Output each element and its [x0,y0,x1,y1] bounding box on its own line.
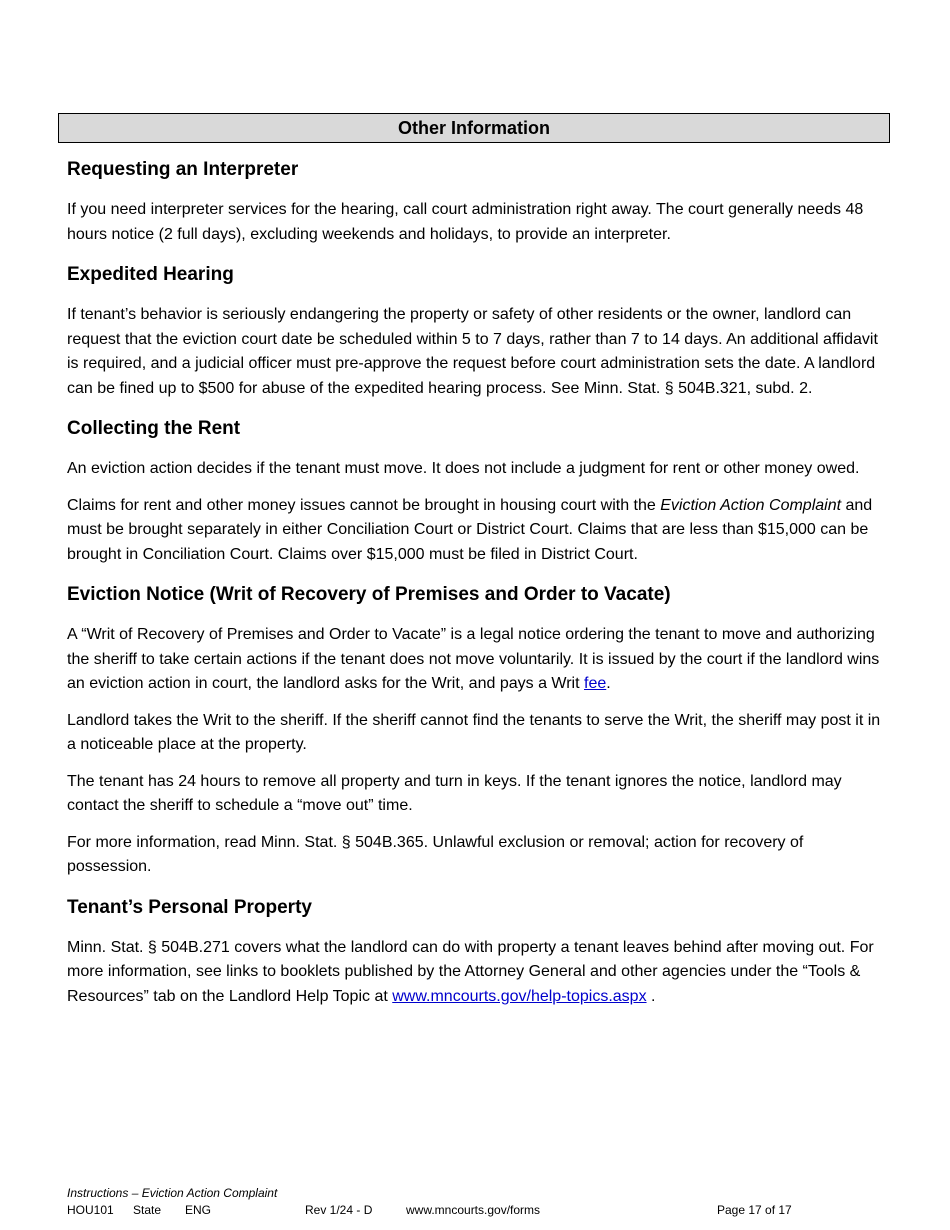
paragraph-property [67,936,885,1010]
form-title-italic: Eviction Action Complaint [660,496,842,514]
paragraph-rent-1: An eviction action decides if the tenant must move. It does not include a judgment for rent or other money owed. [67,460,860,477]
paragraph-writ-3: The tenant has 24 hours to remove all property and turn in keys. If the tenant ignores the notice, landlord may contact the sheriff to schedule a “move out” time. [67,772,842,814]
heading-eviction-notice: Eviction Notice (Writ of Recovery of Premises and Order to Vacate) [67,584,671,605]
footer-url: www.mncourts.gov/forms [406,1203,541,1217]
paragraph-writ-1 [67,623,885,697]
footer-page-number: Page 17 of 17 [717,1203,792,1217]
writ-text-after: . [606,675,611,692]
rent-text-after: and must be brought separately in either Conciliation Court or District Court. Claims that are less than $15,000 can be brought in Conciliation Court. Claims over $15,000 must be filed in District Court. [67,496,873,563]
heading-collecting-rent: Collecting the Rent [67,418,241,439]
property-text-after: . [646,987,656,1005]
footer-revision: Rev 1/24 - D [305,1203,373,1217]
paragraph-expedited-hearing: If tenant’s behavior is seriously endangering the property or safety of other residents or the owner, landlord can request that the eviction court date be scheduled within 5 to 7 days, rather than 7 to 14 days. An additional affidavit is required, and a judicial officer must pre-approve the request before court administration sets the date. A landlord can be fined up to $500 for abuse of the expedited hearing process. See Minn. Stat. § 504B.321, subd. 2. [67,306,878,397]
section-header: Other Information [58,113,890,143]
footer-jurisdiction: State [133,1203,162,1217]
main-content [67,156,885,1021]
paragraph-rent-2 [67,494,885,568]
fee-link[interactable]: fee [584,675,607,692]
footer-row [67,1202,887,1219]
heading-expedited-hearing: Expedited Hearing [67,264,234,285]
writ-text-before: A “Writ of Recovery of Premises and Order to Vacate” is a legal notice ordering the tenant to move and authorizing the sheriff to take certain actions if the tenant does not move voluntarily. It is issued by the court if the landlord wins an eviction action in court, the landlord asks for the Writ, and pays a Writ [67,626,880,692]
heading-interpreter: Requesting an Interpreter [67,159,299,180]
footer-language: ENG [185,1203,212,1217]
help-topics-link[interactable]: www.mncourts.gov/help-topics.aspx [392,987,647,1005]
paragraph-writ-2: Landlord takes the Writ to the sheriff. If the sheriff cannot find the tenants to serve the Writ, the sheriff may post it in a noticeable place at the property. [67,711,881,753]
paragraph-writ-4: For more information, read Minn. Stat. § 504B.365. Unlawful exclusion or removal; action for recovery of possession. [67,833,804,875]
property-text-before: Minn. Stat. § 504B.271 covers what the landlord can do with property a tenant leaves behind after moving out. For more information, see links to booklets published by the Attorney General and other agencies under the “Tools & Resources” tab on the Landlord Help Topic at [67,938,874,1005]
paragraph-interpreter: If you need interpreter services for the hearing, call court administration right away. The court generally needs 48 hours notice (2 full days), excluding weekends and holidays, to provide an interpreter. [67,201,864,243]
page-footer [67,1185,887,1219]
rent-text-before: Claims for rent and other money issues cannot be brought in housing court with the [67,496,661,514]
footer-form-id: HOU101 [67,1203,114,1217]
heading-personal-property: Tenant’s Personal Property [67,896,312,918]
footer-title: Instructions – Eviction Action Complaint [67,1186,278,1200]
